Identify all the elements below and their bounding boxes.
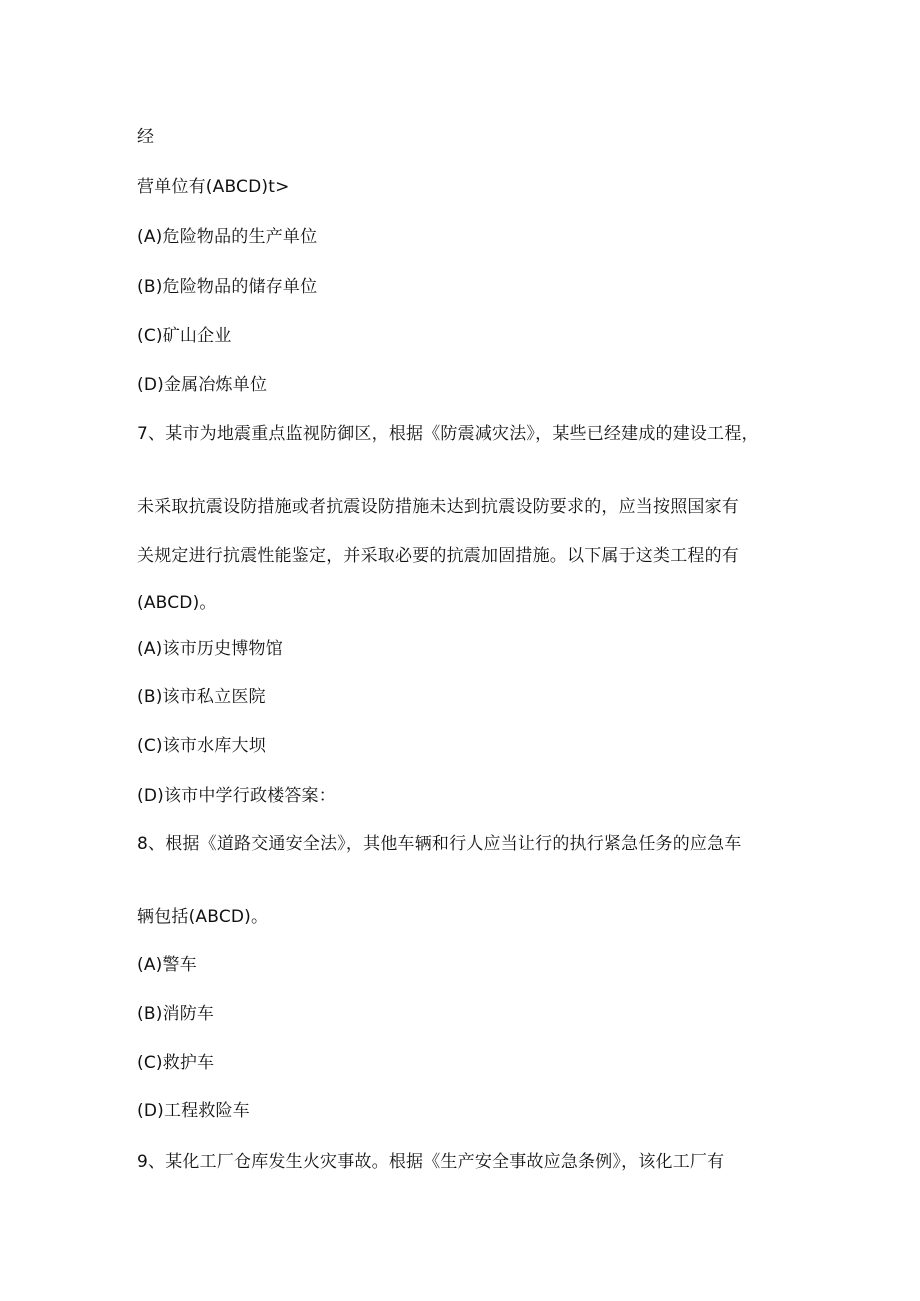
text-line-1: 经 xyxy=(137,127,155,147)
question-7: 7、某市为地震重点监视防御区，根据《防震减灾法》，某些已经建成的建设工程， xyxy=(137,424,759,444)
q7-option-b: (B)该市私立医院 xyxy=(137,687,266,707)
question-8: 8、根据《道路交通安全法》，其他车辆和行人应当让行的执行紧急任务的应急车 xyxy=(137,834,742,854)
q7-option-c: (C)该市水库大坝 xyxy=(137,736,266,756)
q8-option-b: (B)消防车 xyxy=(137,1004,215,1024)
q7-option-d: (D)该市中学行政楼答案： xyxy=(137,786,336,806)
question-7-line-4: (ABCD)。 xyxy=(137,593,217,613)
option-b-line: (B)危险物品的储存单位 xyxy=(137,277,318,297)
question-7-line-3: 关规定进行抗震性能鉴定，并采取必要的抗震加固措施。以下属于这类工程的有 xyxy=(137,546,739,566)
q8-option-d: (D)工程救险车 xyxy=(137,1101,250,1121)
option-c-line: (C)矿山企业 xyxy=(137,326,232,346)
question-7-line-2: 未采取抗震设防措施或者抗震设防措施未达到抗震设防要求的，应当按照国家有 xyxy=(137,497,739,517)
q7-option-a: (A)该市历史博物馆 xyxy=(137,639,283,659)
question-9: 9、某化工厂仓库发生火灾事故。根据《生产安全事故应急条例》，该化工厂有 xyxy=(137,1152,725,1172)
option-a-line: (A)危险物品的生产单位 xyxy=(137,227,318,247)
question-8-line-2: 辆包括(ABCD)。 xyxy=(137,907,269,927)
option-d-line: (D)金属冶炼单位 xyxy=(137,375,268,395)
q8-option-c: (C)救护车 xyxy=(137,1053,215,1073)
text-line-2: 营单位有(ABCD)t> xyxy=(137,177,290,197)
q8-option-a: (A)警车 xyxy=(137,955,197,975)
